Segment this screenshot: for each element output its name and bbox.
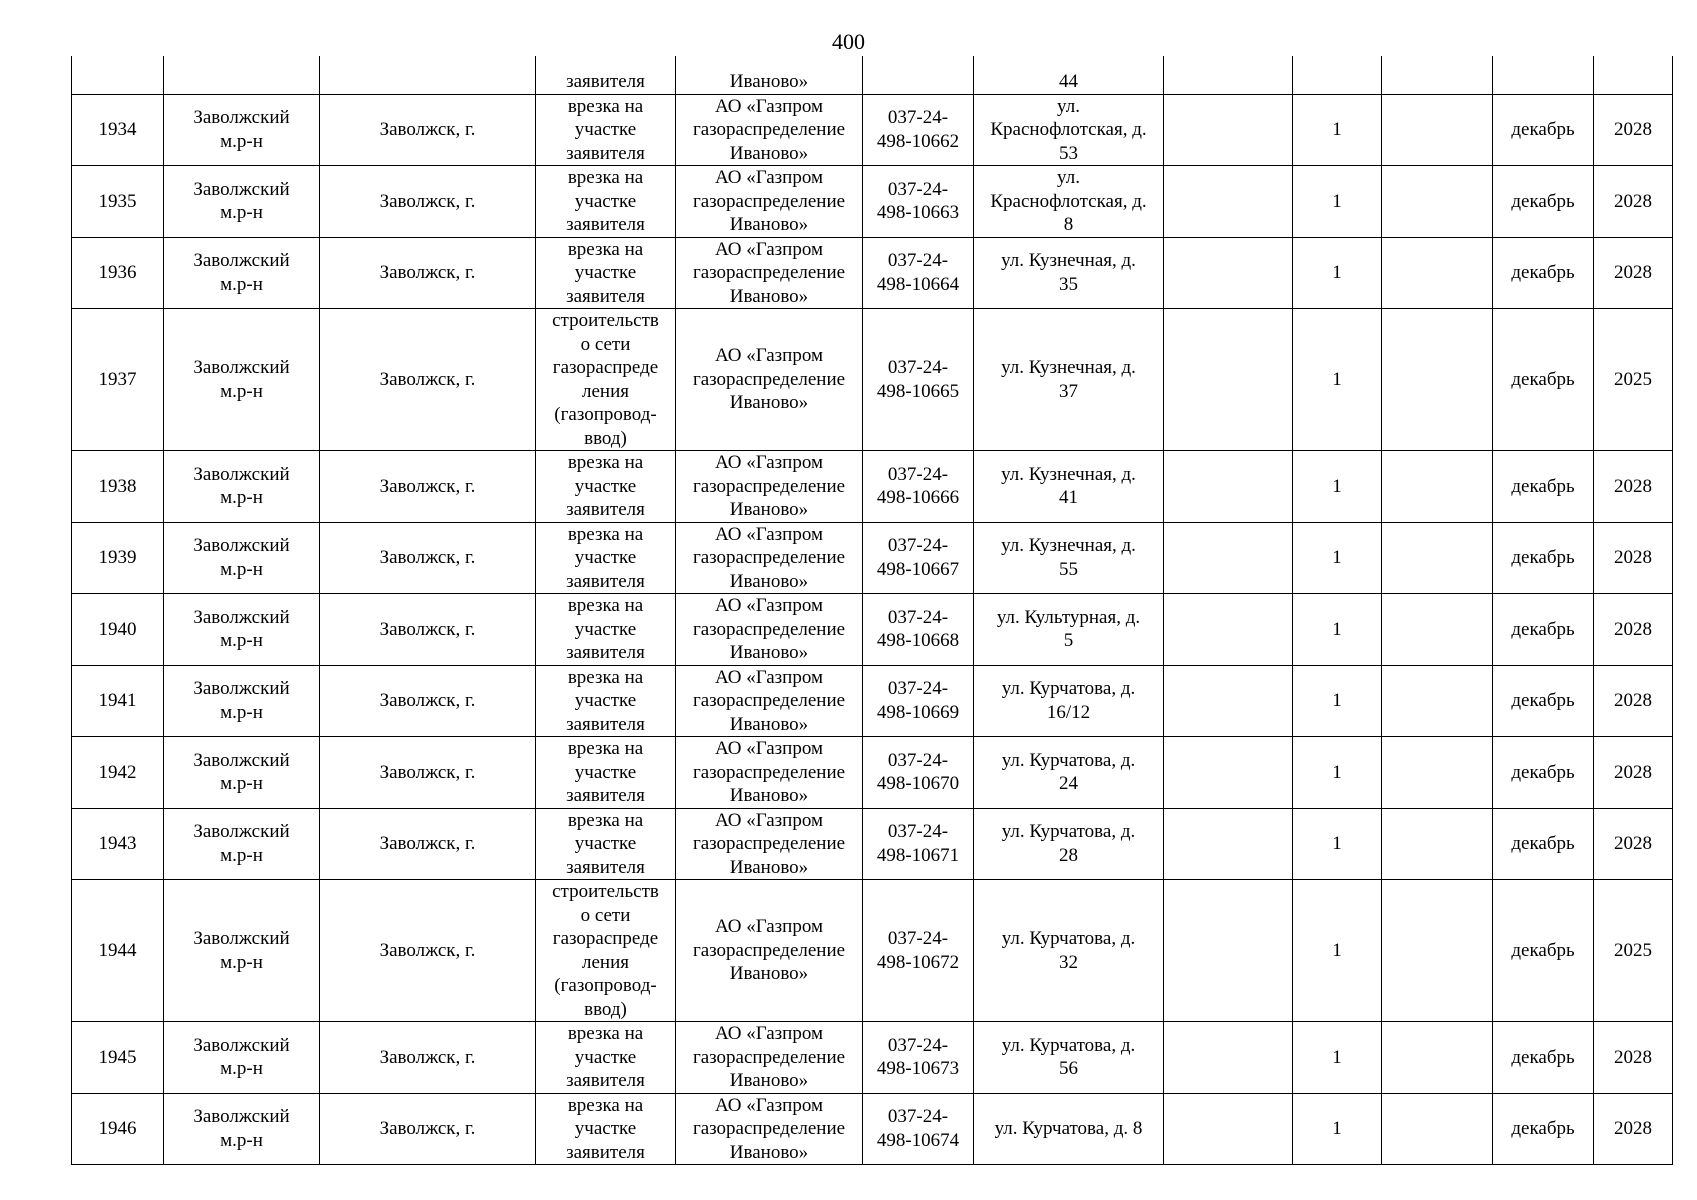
cell-code: 037-24- 498-10667 — [863, 522, 974, 594]
cell-empty — [1382, 737, 1493, 809]
cell-year: 2028 — [1594, 665, 1673, 737]
cell-locality: Заволжск, г. — [320, 1022, 536, 1094]
cell-year: 2025 — [1594, 880, 1673, 1022]
cell-address: ул. Краснофлотская, д. 53 — [974, 94, 1164, 166]
cell-organization: АО «Газпром газораспределение Иваново» — [676, 94, 863, 166]
cell-month: декабрь — [1493, 665, 1594, 737]
cell-number: 1942 — [72, 737, 164, 809]
cell-number: 1939 — [72, 522, 164, 594]
cell-number: 1941 — [72, 665, 164, 737]
cell-number: 1945 — [72, 1022, 164, 1094]
cell-locality: Заволжск, г. — [320, 594, 536, 666]
cell-empty — [1382, 1022, 1493, 1094]
cell-empty — [1382, 665, 1493, 737]
cell-locality: Заволжск, г. — [320, 451, 536, 523]
cell-code: 037-24- 498-10665 — [863, 309, 974, 451]
cell-year: 2028 — [1594, 166, 1673, 238]
cell-address: ул. Краснофлотская, д. 8 — [974, 166, 1164, 238]
cell-code: 037-24- 498-10664 — [863, 237, 974, 309]
cell-work-type: врезка на участке заявителя — [536, 522, 676, 594]
cell-number: 1943 — [72, 808, 164, 880]
cell-month: декабрь — [1493, 94, 1594, 166]
connection-schedule-table — [71, 56, 1673, 1165]
cell-locality: Заволжск, г. — [320, 522, 536, 594]
cell-organization: АО «Газпром газораспределение Иваново» — [676, 166, 863, 238]
cell-empty — [1164, 166, 1293, 238]
cell-quantity: 1 — [1293, 309, 1382, 451]
cell-address: ул. Кузнечная, д. 37 — [974, 309, 1164, 451]
table-row — [72, 522, 1673, 594]
cell-locality — [320, 56, 536, 94]
cell-district: Заволжский м.р-н — [164, 1022, 320, 1094]
cell-code: 037-24- 498-10669 — [863, 665, 974, 737]
cell-district — [164, 56, 320, 94]
cell-quantity: 1 — [1293, 1093, 1382, 1165]
cell-code: 037-24- 498-10673 — [863, 1022, 974, 1094]
cell-work-type: врезка на участке заявителя — [536, 451, 676, 523]
cell-locality: Заволжск, г. — [320, 808, 536, 880]
cell-district: Заволжский м.р-н — [164, 94, 320, 166]
cell-code: 037-24- 498-10674 — [863, 1093, 974, 1165]
cell-year: 2028 — [1594, 1093, 1673, 1165]
cell-quantity: 1 — [1293, 94, 1382, 166]
cell-organization: АО «Газпром газораспределение Иваново» — [676, 522, 863, 594]
table-row — [72, 737, 1673, 809]
cell-empty — [1164, 1022, 1293, 1094]
cell-code: 037-24- 498-10662 — [863, 94, 974, 166]
cell-district: Заволжский м.р-н — [164, 237, 320, 309]
cell-locality: Заволжск, г. — [320, 166, 536, 238]
cell-empty — [1382, 522, 1493, 594]
cell-address: ул. Курчатова, д. 56 — [974, 1022, 1164, 1094]
cell-locality: Заволжск, г. — [320, 665, 536, 737]
cell-district: Заволжский м.р-н — [164, 309, 320, 451]
cell-work-type: врезка на участке заявителя — [536, 94, 676, 166]
table-row — [72, 1022, 1673, 1094]
cell-empty — [1164, 737, 1293, 809]
cell-quantity: 1 — [1293, 737, 1382, 809]
cell-address: ул. Кузнечная, д. 55 — [974, 522, 1164, 594]
table-row — [72, 1093, 1673, 1165]
cell-empty — [1164, 94, 1293, 166]
cell-code: 037-24- 498-10672 — [863, 880, 974, 1022]
cell-locality: Заволжск, г. — [320, 880, 536, 1022]
cell-empty — [1382, 166, 1493, 238]
page-number: 400 — [832, 29, 865, 54]
cell-locality: Заволжск, г. — [320, 737, 536, 809]
cell-quantity: 1 — [1293, 522, 1382, 594]
cell-address: ул. Курчатова, д. 24 — [974, 737, 1164, 809]
cell-month: декабрь — [1493, 309, 1594, 451]
table-row — [72, 309, 1673, 451]
cell-work-type: врезка на участке заявителя — [536, 1022, 676, 1094]
cell-year: 2028 — [1594, 594, 1673, 666]
cell-year: 2028 — [1594, 737, 1673, 809]
cell-work-type: врезка на участке заявителя — [536, 1093, 676, 1165]
cell-work-type: врезка на участке заявителя — [536, 166, 676, 238]
cell-year: 2028 — [1594, 237, 1673, 309]
cell-month: декабрь — [1493, 880, 1594, 1022]
cell-organization: АО «Газпром газораспределение Иваново» — [676, 808, 863, 880]
cell-month: декабрь — [1493, 237, 1594, 309]
cell-district: Заволжский м.р-н — [164, 166, 320, 238]
cell-quantity: 1 — [1293, 237, 1382, 309]
table-row — [72, 451, 1673, 523]
cell-empty — [1164, 309, 1293, 451]
cell-empty — [1382, 309, 1493, 451]
cell-organization: АО «Газпром газораспределение Иваново» — [676, 665, 863, 737]
cell-address: ул. Культурная, д. 5 — [974, 594, 1164, 666]
cell-quantity: 1 — [1293, 665, 1382, 737]
cell-code — [863, 56, 974, 94]
cell-address: ул. Кузнечная, д. 41 — [974, 451, 1164, 523]
cell-quantity: 1 — [1293, 1022, 1382, 1094]
cell-address: ул. Курчатова, д. 8 — [974, 1093, 1164, 1165]
cell-year: 2025 — [1594, 309, 1673, 451]
cell-empty — [1164, 237, 1293, 309]
table-row — [72, 808, 1673, 880]
cell-organization: АО «Газпром газораспределение Иваново» — [676, 309, 863, 451]
cell-month: декабрь — [1493, 451, 1594, 523]
cell-work-type: врезка на участке заявителя — [536, 808, 676, 880]
cell-year: 2028 — [1594, 451, 1673, 523]
cell-work-type: строительств о сети газораспреде ления (газопровод- ввод) — [536, 309, 676, 451]
cell-empty — [1382, 880, 1493, 1022]
cell-code: 037-24- 498-10668 — [863, 594, 974, 666]
cell-quantity: 1 — [1293, 594, 1382, 666]
cell-locality: Заволжск, г. — [320, 1093, 536, 1165]
cell-year: 2028 — [1594, 1022, 1673, 1094]
cell-quantity: 1 — [1293, 166, 1382, 238]
cell-organization: АО «Газпром газораспределение Иваново» — [676, 451, 863, 523]
cell-empty — [1164, 880, 1293, 1022]
cell-organization: АО «Газпром газораспределение Иваново» — [676, 237, 863, 309]
cell-district: Заволжский м.р-н — [164, 522, 320, 594]
cell-number — [72, 56, 164, 94]
cell-month: декабрь — [1493, 1093, 1594, 1165]
cell-organization: АО «Газпром газораспределение Иваново» — [676, 880, 863, 1022]
cell-empty — [1382, 451, 1493, 523]
cell-work-type: врезка на участке заявителя — [536, 237, 676, 309]
cell-quantity — [1293, 56, 1382, 94]
cell-month: декабрь — [1493, 737, 1594, 809]
cell-year: 2028 — [1594, 808, 1673, 880]
cell-empty — [1382, 56, 1493, 94]
cell-organization: АО «Газпром газораспределение Иваново» — [676, 737, 863, 809]
cell-locality: Заволжск, г. — [320, 309, 536, 451]
cell-district: Заволжский м.р-н — [164, 880, 320, 1022]
cell-locality: Заволжск, г. — [320, 94, 536, 166]
cell-empty — [1164, 594, 1293, 666]
cell-empty — [1164, 665, 1293, 737]
cell-code: 037-24- 498-10670 — [863, 737, 974, 809]
table-row — [72, 237, 1673, 309]
cell-address: ул. Кузнечная, д. 35 — [974, 237, 1164, 309]
cell-code: 037-24- 498-10666 — [863, 451, 974, 523]
cell-month: декабрь — [1493, 594, 1594, 666]
cell-work-type: заявителя — [536, 56, 676, 94]
cell-number: 1936 — [72, 237, 164, 309]
cell-number: 1938 — [72, 451, 164, 523]
cell-year: 2028 — [1594, 522, 1673, 594]
cell-district: Заволжский м.р-н — [164, 451, 320, 523]
cell-empty — [1164, 451, 1293, 523]
cell-quantity: 1 — [1293, 808, 1382, 880]
cell-empty — [1382, 1093, 1493, 1165]
cell-empty — [1164, 808, 1293, 880]
cell-empty — [1382, 594, 1493, 666]
cell-district: Заволжский м.р-н — [164, 737, 320, 809]
cell-address: 44 — [974, 56, 1164, 94]
table-row — [72, 880, 1673, 1022]
cell-address: ул. Курчатова, д. 16/12 — [974, 665, 1164, 737]
cell-organization: Иваново» — [676, 56, 863, 94]
cell-month: декабрь — [1493, 522, 1594, 594]
cell-empty — [1164, 56, 1293, 94]
cell-month: декабрь — [1493, 1022, 1594, 1094]
cell-address: ул. Курчатова, д. 28 — [974, 808, 1164, 880]
cell-organization: АО «Газпром газораспределение Иваново» — [676, 1093, 863, 1165]
cell-work-type: врезка на участке заявителя — [536, 737, 676, 809]
table-row-continuation — [72, 56, 1673, 94]
cell-district: Заволжский м.р-н — [164, 1093, 320, 1165]
cell-empty — [1382, 237, 1493, 309]
cell-locality: Заволжск, г. — [320, 237, 536, 309]
cell-year: 2028 — [1594, 94, 1673, 166]
table-row — [72, 166, 1673, 238]
cell-district: Заволжский м.р-н — [164, 808, 320, 880]
cell-code: 037-24- 498-10671 — [863, 808, 974, 880]
cell-number: 1940 — [72, 594, 164, 666]
cell-month: декабрь — [1493, 808, 1594, 880]
cell-number: 1937 — [72, 309, 164, 451]
cell-district: Заволжский м.р-н — [164, 665, 320, 737]
cell-organization: АО «Газпром газораспределение Иваново» — [676, 594, 863, 666]
cell-address: ул. Курчатова, д. 32 — [974, 880, 1164, 1022]
cell-work-type: врезка на участке заявителя — [536, 594, 676, 666]
cell-empty — [1164, 1093, 1293, 1165]
cell-empty — [1382, 808, 1493, 880]
table-row — [72, 594, 1673, 666]
cell-month: декабрь — [1493, 166, 1594, 238]
cell-organization: АО «Газпром газораспределение Иваново» — [676, 1022, 863, 1094]
table-body — [72, 56, 1673, 1165]
cell-number: 1934 — [72, 94, 164, 166]
cell-number: 1946 — [72, 1093, 164, 1165]
cell-number: 1935 — [72, 166, 164, 238]
cell-year — [1594, 56, 1673, 94]
cell-quantity: 1 — [1293, 880, 1382, 1022]
cell-quantity: 1 — [1293, 451, 1382, 523]
cell-work-type: врезка на участке заявителя — [536, 665, 676, 737]
cell-empty — [1382, 94, 1493, 166]
cell-empty — [1164, 522, 1293, 594]
cell-code: 037-24- 498-10663 — [863, 166, 974, 238]
cell-month — [1493, 56, 1594, 94]
table-row — [72, 665, 1673, 737]
cell-district: Заволжский м.р-н — [164, 594, 320, 666]
cell-work-type: строительств о сети газораспреде ления (газопровод- ввод) — [536, 880, 676, 1022]
table-row — [72, 94, 1673, 166]
cell-number: 1944 — [72, 880, 164, 1022]
